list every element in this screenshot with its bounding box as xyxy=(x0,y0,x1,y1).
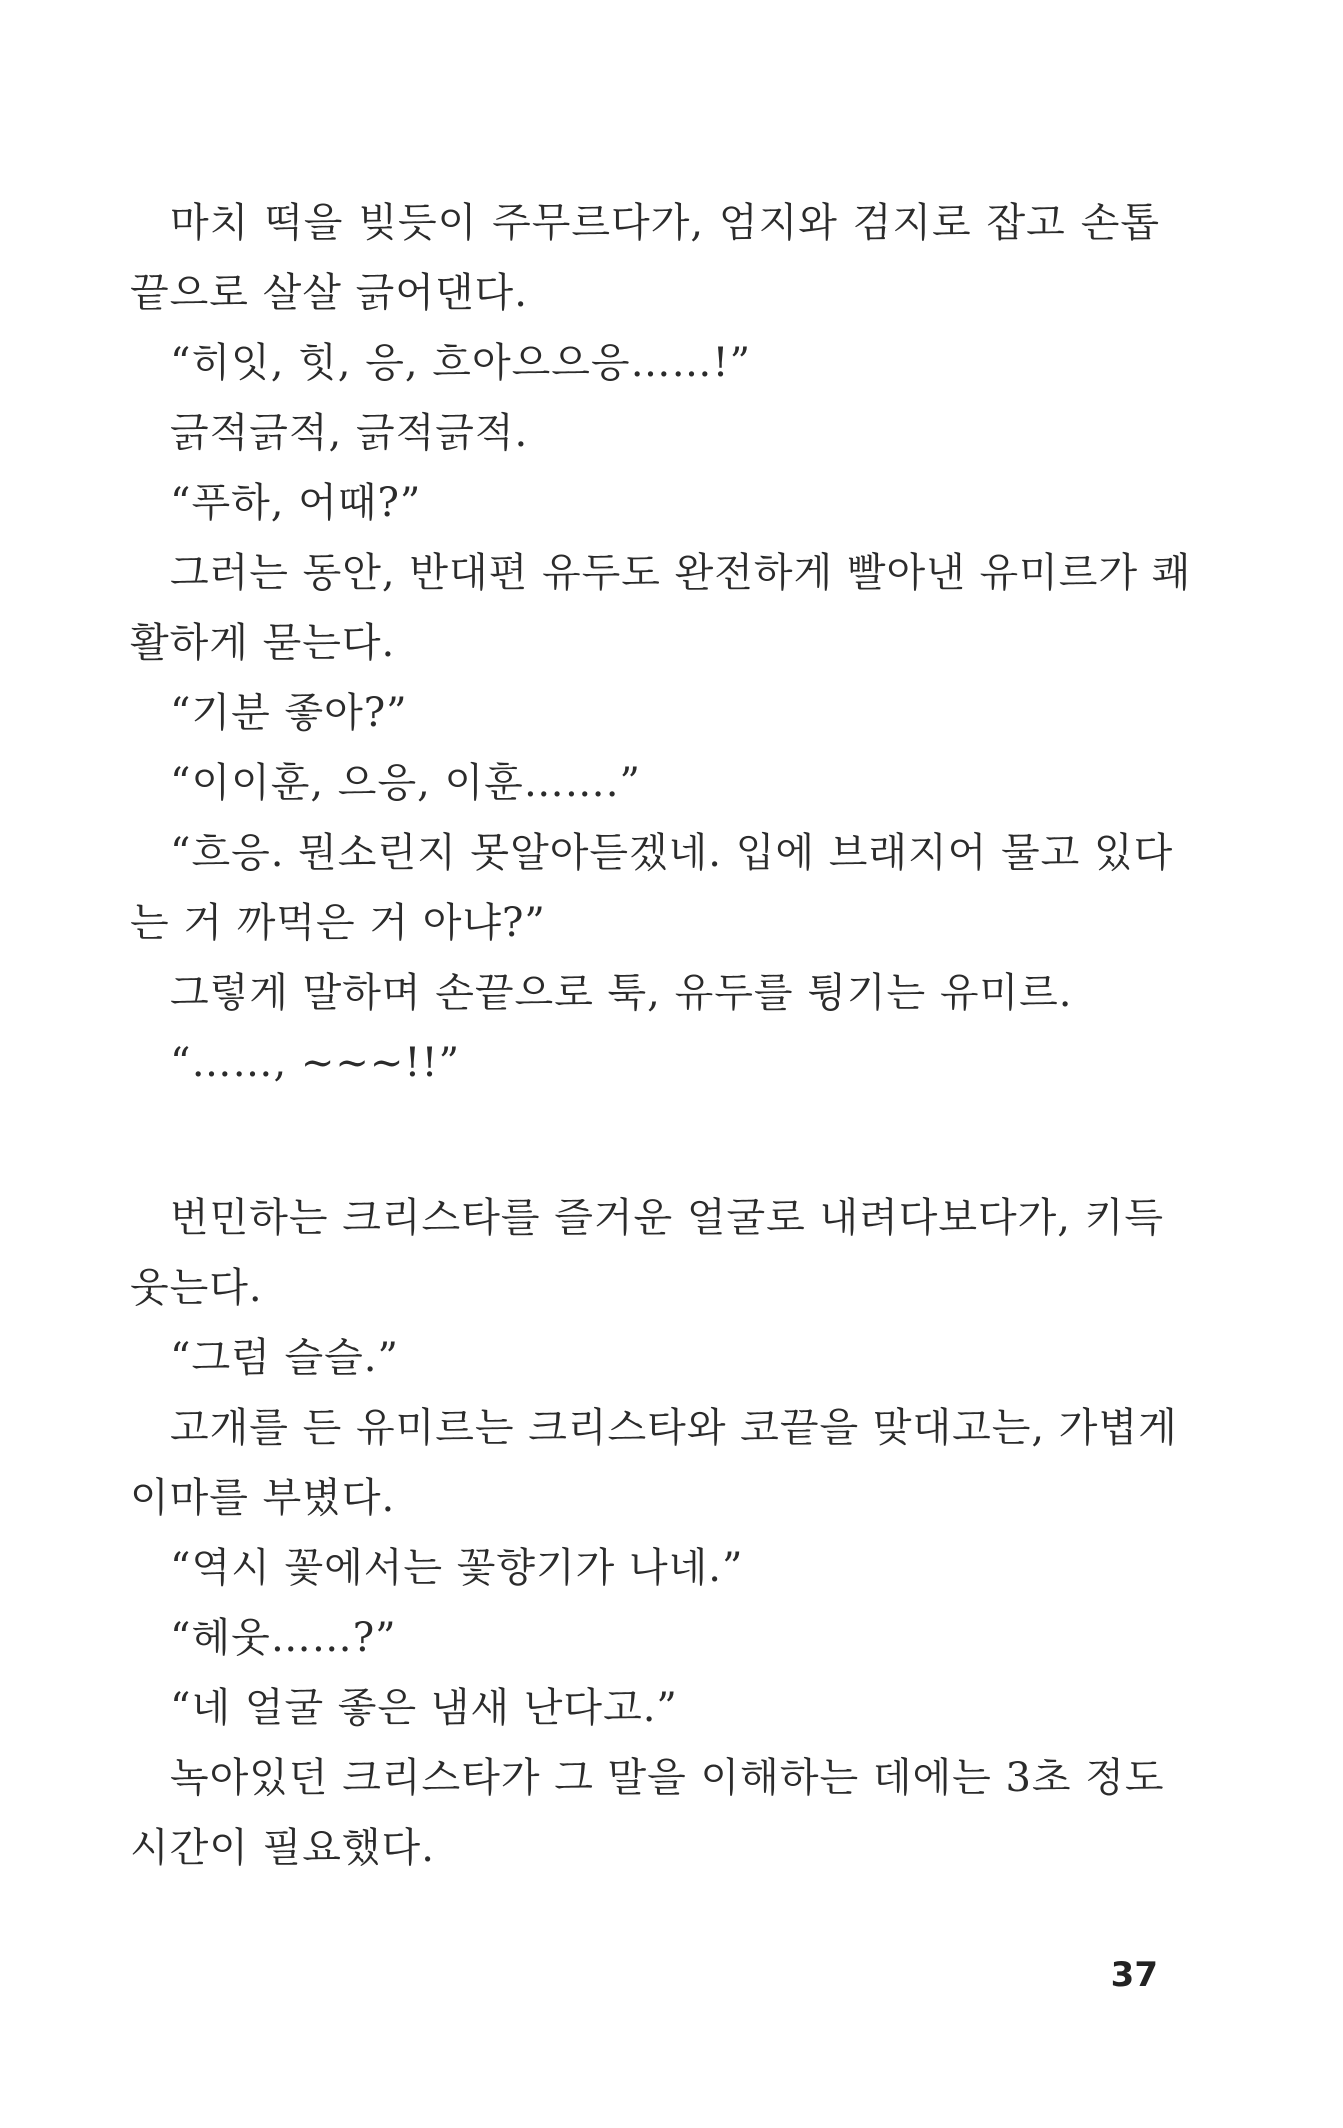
text-line: “그럼 슬슬.” xyxy=(170,1335,399,1381)
text-line: “히잇, 힛, 응, 흐아으으응……!” xyxy=(170,340,752,386)
text-line: “푸하, 어때?” xyxy=(170,480,422,526)
text-line: “헤웃……?” xyxy=(170,1615,397,1661)
text-line: 마치 떡을 빚듯이 주무르다가, 엄지와 검지로 잡고 손톱 xyxy=(170,200,1160,246)
text-line: “흐응. 뭔소린지 못알아듣겠네. 입에 브래지어 물고 있다 xyxy=(170,830,1174,876)
text-line: “이이훈, 으응, 이훈…….” xyxy=(170,760,641,806)
text-line: “기분 좋아?” xyxy=(170,690,408,736)
text-line: 그러는 동안, 반대편 유두도 완전하게 빨아낸 유미르가 쾌 xyxy=(170,550,1192,596)
text-line: 는 거 까먹은 거 아냐?” xyxy=(130,900,546,946)
text-line: 고개를 든 유미르는 크리스타와 코끝을 맞대고는, 가볍게 xyxy=(170,1405,1178,1451)
text-line: 시간이 필요했다. xyxy=(130,1825,435,1871)
text-line: 번민하는 크리스타를 즐거운 얼굴로 내려다보다가, 키득 xyxy=(170,1195,1165,1241)
text-line: 웃는다. xyxy=(130,1265,263,1311)
text-line: 긁적긁적, 긁적긁적. xyxy=(170,410,529,456)
text-line: 끝으로 살살 긁어댄다. xyxy=(130,270,528,316)
text-line: “네 얼굴 좋은 냄새 난다고.” xyxy=(170,1685,678,1731)
text-line: “……, ~~~!!” xyxy=(170,1040,461,1086)
text-line: “역시 꽃에서는 꽃향기가 나네.” xyxy=(170,1545,744,1591)
text-section-1 xyxy=(130,188,1192,1098)
text-line: 녹아있던 크리스타가 그 말을 이해하는 데에는 3초 정도 xyxy=(170,1755,1165,1801)
text-line: 활하게 묻는다. xyxy=(130,620,396,666)
text-line: 이마를 부볐다. xyxy=(130,1475,396,1521)
text-line: 그렇게 말하며 손끝으로 툭, 유두를 튕기는 유미르. xyxy=(170,970,1073,1016)
page-number: 37 xyxy=(1110,1955,1158,1995)
text-section-2 xyxy=(130,1183,1178,1883)
